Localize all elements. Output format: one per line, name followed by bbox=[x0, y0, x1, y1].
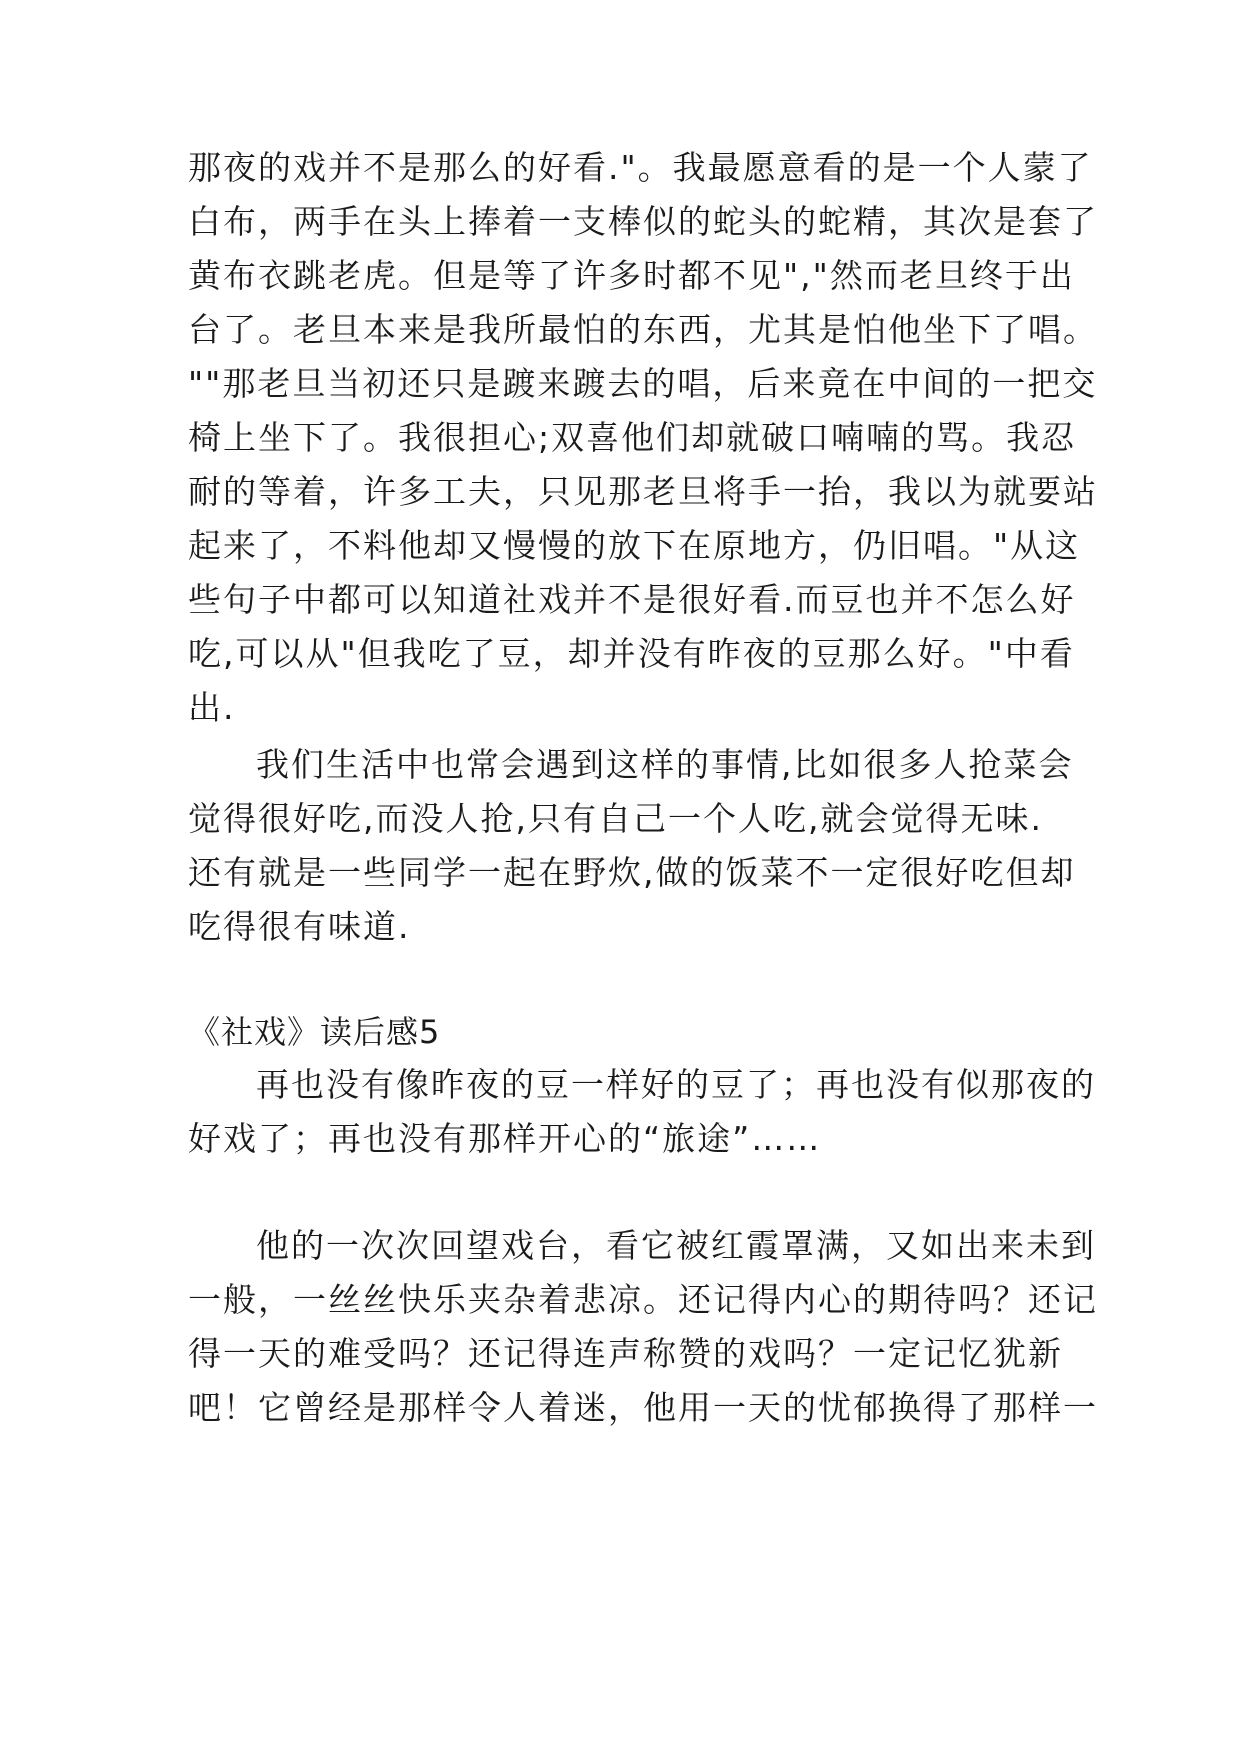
text-line: 起来了，不料他却又慢慢的放下在原地方，仍旧唱。"从这 bbox=[188, 526, 1081, 565]
text-line: 好戏了；再也没有那样开心的“旅途”…… bbox=[188, 1119, 822, 1158]
text-line: 一般，一丝丝快乐夹杂着悲凉。还记得内心的期待吗？还记 bbox=[188, 1280, 1098, 1319]
text-line: 那夜的戏并不是那么的好看."。我最愿意看的是一个人蒙了 bbox=[188, 148, 1093, 187]
text-line: 黄布衣跳老虎。但是等了许多时都不见","然而老旦终于出 bbox=[188, 256, 1075, 295]
text-line: ""那老旦当初还只是踱来踱去的唱，后来竟在中间的一把交 bbox=[188, 364, 1098, 403]
text-line: 觉得很好吃,而没人抢,只有自己一个人吃,就会觉得无味. bbox=[188, 799, 1043, 838]
text-line: 吃,可以从"但我吃了豆，却并没有昨夜的豆那么好。"中看 bbox=[188, 634, 1075, 673]
text-line: 我们生活中也常会遇到这样的事情,比如很多人抢菜会 bbox=[256, 745, 1074, 784]
text-line: 得一天的难受吗？还记得连声称赞的戏吗？一定记忆犹新 bbox=[188, 1334, 1063, 1373]
text-line: 出. bbox=[188, 688, 236, 727]
text-line: 他的一次次回望戏台，看它被红霞罩满，又如出来未到 bbox=[256, 1226, 1096, 1265]
text-line: 白布，两手在头上捧着一支棒似的蛇头的蛇精，其次是套了 bbox=[188, 202, 1098, 241]
section-heading: 《社戏》读后感5 bbox=[188, 1013, 441, 1051]
text-line: 吃得很有味道. bbox=[188, 907, 411, 946]
text-line: 椅上坐下了。我很担心;双喜他们却就破口喃喃的骂。我忍 bbox=[188, 418, 1077, 457]
text-line: 些句子中都可以知道社戏并不是很好看.而豆也并不怎么好 bbox=[188, 580, 1076, 619]
text-line: 吧！它曾经是那样令人着迷，他用一天的忧郁换得了那样一 bbox=[188, 1388, 1098, 1427]
text-line: 台了。老旦本来是我所最怕的东西，尤其是怕他坐下了唱。 bbox=[188, 310, 1098, 349]
text-line: 再也没有像昨夜的豆一样好的豆了；再也没有似那夜的 bbox=[256, 1065, 1096, 1104]
text-line: 还有就是一些同学一起在野炊,做的饭菜不一定很好吃但却 bbox=[188, 853, 1076, 892]
text-line: 耐的等着，许多工夫，只见那老旦将手一抬，我以为就要站 bbox=[188, 472, 1098, 511]
